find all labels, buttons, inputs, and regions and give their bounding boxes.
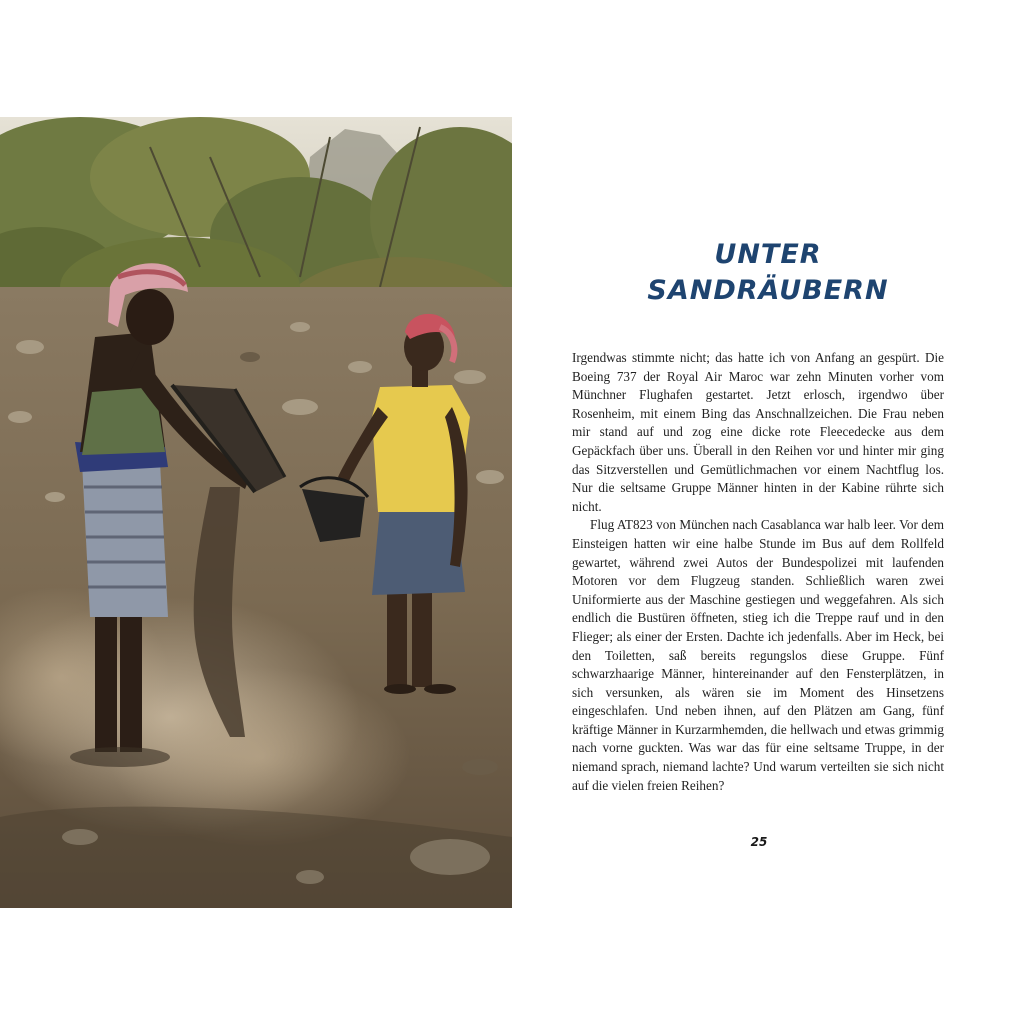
- photo-illustration: [0, 117, 512, 908]
- page-number: 25: [750, 835, 768, 849]
- chapter-title-line-2: SANDRÄUBERN: [647, 275, 889, 306]
- chapter-title-line-1: UNTER: [714, 239, 822, 270]
- body-text: [572, 349, 944, 795]
- text-page: [512, 117, 1024, 908]
- paragraph: Flug AT823 von München nach Casablanca war halb leer. Vor dem Einsteigen hatten wir eine halbe Stunde im Bus auf dem Rollfeld gewartet, während zwei Autos der Bundespolizei mit laufenden Motoren vor dem Flugzeug standen. Schließlich waren zwei Uniformierte aus der Maschine gestiegen und weggefahren. Als sich endlich die Bustüren öffneten, stieg ich die Treppe rauf und in den Flieger; als einer der Ersten. Dachte ich jedenfalls. Aber im Heck, bei den Toiletten, saß bereits regungslos diese Gruppe. Fünf schwarzhaarige Männer, hintereinander auf den Fensterplätzen, in sich versunken, als wären sie im Moment des Hinsetzens eingeschlafen. Und neben ihnen, auf den Plätzen am Gang, fünf kräftige Männer in Kurzarmhemden, die hellwach und etwas grimmig nach vorne guckten. Was war das für eine seltsame Truppe, in der niemand sprach, niemand lachte? Und warum verteilten sie sich nicht auf die vielen freien Reihen?: [572, 517, 944, 793]
- chapter-title: [512, 237, 1024, 309]
- photo-women-sieving-sand: [0, 117, 512, 908]
- paragraph: Irgendwas stimmte nicht; das hatte ich von Anfang an gespürt. Die Boeing 737 der Royal Air Maroc war zehn Minuten vorher vom Münchner Flughafen gestartet. Jetzt erlosch, irgendwo über Rosenheim, mit einem Bing das Anschnallzeichen. Die Frau neben mir stand auf und zog eine dicke rote Fleecedecke aus dem Gepäckfach über uns. Überall in den Reihen vor und hinter mir ging das Sitzverstellen und Gemütlichmachen vor einem Nachtflug los. Nur die seltsame Gruppe Männer hinten in der Kabine rührte sich nicht.: [572, 350, 944, 514]
